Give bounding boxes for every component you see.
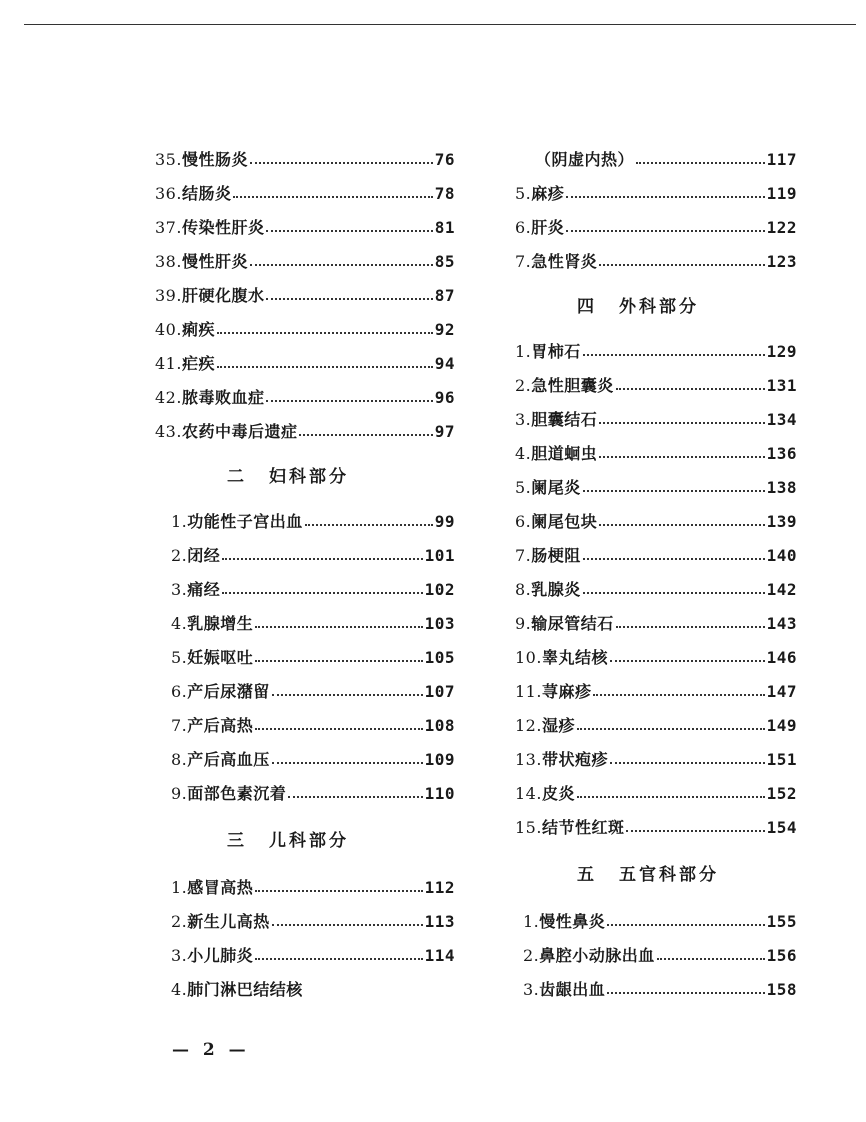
entry-title: 乳腺增生 (187, 614, 254, 633)
entry-title: 麻疹 (531, 184, 565, 203)
dot-leader (599, 456, 764, 458)
section-title: 五官科部分 (619, 865, 719, 885)
entry-title: 齿龈出血 (539, 980, 606, 999)
entry-page: 92 (434, 320, 455, 339)
toc-entry[interactable] (155, 415, 455, 449)
entry-number: 3. (515, 410, 532, 429)
entry-title: 输尿管结石 (531, 614, 614, 633)
toc-entry[interactable] (155, 973, 455, 1007)
section-ordinal: 四 (577, 297, 597, 317)
entry-title: 湿疹 (541, 716, 575, 735)
toc-entry[interactable] (155, 939, 455, 973)
entry-number: 3. (523, 980, 540, 999)
toc-entry[interactable] (515, 177, 797, 211)
entry-page: 110 (424, 784, 455, 803)
entry-title: 荨麻疹 (541, 682, 592, 701)
entry-title: 脓毒败血症 (181, 388, 265, 407)
dot-leader (299, 434, 432, 436)
entry-page: 154 (766, 818, 797, 837)
entry-title: 传染性肝炎 (181, 218, 265, 237)
entry-number: 43. (155, 422, 182, 441)
dot-leader (272, 924, 423, 926)
entry-page: 76 (434, 150, 455, 169)
top-rule (24, 24, 856, 25)
entry-number: 35. (155, 150, 182, 169)
entry-title: 肝炎 (531, 218, 565, 237)
entry-title: 面部色素沉着 (187, 784, 287, 803)
entry-number: 14. (515, 784, 542, 803)
entry-number: 4. (171, 614, 188, 633)
toc-entry[interactable] (155, 313, 455, 347)
entry-title: 带状疱疹 (541, 750, 608, 769)
toc-entry[interactable] (155, 539, 455, 573)
entry-title: 产后高热 (187, 716, 254, 735)
dot-leader (583, 558, 765, 560)
section-ordinal: 二 (227, 467, 247, 487)
toc-group-ent (515, 905, 797, 1007)
toc-left-column (155, 143, 455, 1007)
dot-leader (593, 694, 764, 696)
toc-group-pediatrics-rest (515, 177, 797, 279)
entry-number: 4. (515, 444, 532, 463)
entry-title: 阑尾包块 (531, 512, 598, 531)
entry-number: 10. (515, 648, 542, 667)
entry-page: 105 (424, 648, 455, 667)
entry-number: 9. (515, 614, 532, 633)
entry-number: 6. (515, 218, 532, 237)
toc-entry[interactable] (155, 777, 455, 811)
dot-leader (577, 796, 765, 798)
entry-title: 慢性鼻炎 (539, 912, 606, 931)
entry-number: 8. (171, 750, 188, 769)
dot-leader (566, 230, 764, 232)
toc-entry[interactable] (515, 335, 797, 369)
dot-leader (607, 924, 764, 926)
dot-leader (255, 626, 422, 628)
dot-leader (222, 558, 422, 560)
section-ordinal: 三 (227, 831, 247, 851)
dot-leader (255, 890, 422, 892)
entry-title: 肝硬化腹水 (181, 286, 265, 305)
toc-entry[interactable] (515, 143, 797, 177)
toc-entry[interactable] (155, 245, 455, 279)
toc-entry[interactable] (515, 211, 797, 245)
entry-title: 感冒高热 (187, 878, 254, 897)
toc-entry[interactable] (515, 905, 797, 939)
entry-page: 122 (766, 218, 797, 237)
toc-group-gynecology (155, 505, 455, 811)
toc-entry[interactable] (515, 709, 797, 743)
entry-number: 39. (155, 286, 182, 305)
toc-entry[interactable] (155, 211, 455, 245)
dot-leader (616, 388, 765, 390)
entry-number: 4. (171, 980, 188, 999)
dot-leader (266, 298, 432, 300)
toc-group-internal (155, 143, 455, 449)
section-heading-pediatrics (155, 811, 455, 871)
toc-group-pediatrics (155, 871, 455, 973)
dot-leader (288, 796, 422, 798)
dot-leader (305, 524, 433, 526)
toc-continuation (515, 143, 797, 177)
toc-entry[interactable] (155, 641, 455, 675)
toc-entry[interactable] (155, 381, 455, 415)
dot-leader (599, 524, 764, 526)
toc-entry[interactable] (155, 279, 455, 313)
entry-number: 8. (515, 580, 532, 599)
dot-leader (255, 728, 422, 730)
entry-title: 结肠炎 (181, 184, 232, 203)
entry-title: （阴虚内热） (535, 150, 635, 169)
toc-entry[interactable] (515, 811, 797, 845)
dot-leader (599, 264, 764, 266)
dot-leader (610, 762, 765, 764)
section-heading-ent (515, 845, 797, 905)
toc-entry[interactable] (515, 403, 797, 437)
entry-title: 妊娠呕吐 (187, 648, 254, 667)
dot-leader (222, 592, 422, 594)
entry-number: 1. (515, 342, 532, 361)
section-heading-surgery (515, 279, 797, 335)
entry-page: 155 (766, 912, 797, 931)
entry-page: 112 (424, 878, 455, 897)
entry-page: 140 (766, 546, 797, 565)
dot-leader (626, 830, 764, 832)
entry-page: 143 (766, 614, 797, 633)
section-title: 儿科部分 (269, 831, 349, 851)
entry-title: 急性胆囊炎 (531, 376, 614, 395)
entry-page: 99 (434, 512, 455, 531)
entry-title: 肠梗阻 (531, 546, 581, 565)
entry-title: 胆道蛔虫 (531, 444, 598, 463)
entry-page: 78 (434, 184, 455, 203)
dot-leader (250, 264, 433, 266)
section-ordinal: 五 (577, 865, 597, 885)
dot-leader (583, 592, 765, 594)
entry-number: 37. (155, 218, 182, 237)
toc-group-surgery (515, 335, 797, 845)
toc-entry[interactable] (515, 641, 797, 675)
entry-number: 11. (515, 682, 542, 701)
entry-title: 胆囊结石 (531, 410, 598, 429)
entry-page: 142 (766, 580, 797, 599)
entry-number: 7. (515, 546, 532, 565)
entry-page: 156 (766, 946, 797, 965)
dot-leader (250, 162, 433, 164)
toc-entry[interactable] (155, 743, 455, 777)
entry-title: 痢疾 (181, 320, 215, 339)
toc-entry[interactable] (515, 675, 797, 709)
entry-number: 9. (171, 784, 188, 803)
entry-title: 闭经 (187, 546, 221, 565)
entry-number: 7. (515, 252, 532, 271)
entry-page: 96 (434, 388, 455, 407)
toc-entry[interactable] (515, 777, 797, 811)
toc-entry[interactable] (155, 143, 455, 177)
entry-page: 138 (766, 478, 797, 497)
section-heading-gynecology (155, 449, 455, 505)
entry-page: 149 (766, 716, 797, 735)
entry-title: 结节性红斑 (541, 818, 625, 837)
entry-page: 158 (766, 980, 797, 999)
entry-page: 94 (434, 354, 455, 373)
entry-page: 139 (766, 512, 797, 531)
entry-number: 15. (515, 818, 542, 837)
entry-page: 117 (766, 150, 797, 169)
toc-entry[interactable] (515, 939, 797, 973)
toc-entry[interactable] (155, 347, 455, 381)
toc-entry[interactable] (155, 573, 455, 607)
entry-number: 5. (515, 478, 532, 497)
entry-title: 疟疾 (181, 354, 215, 373)
entry-title: 急性肾炎 (531, 252, 598, 271)
entry-page: 136 (766, 444, 797, 463)
section-title: 外科部分 (619, 297, 699, 317)
entry-page: 109 (424, 750, 455, 769)
entry-title: 产后高血压 (187, 750, 270, 769)
entry-title: 慢性肝炎 (181, 252, 248, 271)
entry-number: 2. (171, 912, 188, 931)
dot-leader (657, 958, 765, 960)
entry-number: 5. (515, 184, 532, 203)
toc-entry[interactable] (515, 573, 797, 607)
dot-leader (233, 196, 432, 198)
entry-page: 85 (434, 252, 455, 271)
entry-title: 阑尾炎 (531, 478, 581, 497)
entry-number: 6. (171, 682, 188, 701)
dot-leader (255, 660, 422, 662)
entry-title: 慢性肠炎 (181, 150, 248, 169)
toc-entry[interactable] (515, 539, 797, 573)
entry-page: 102 (424, 580, 455, 599)
dot-leader (577, 728, 765, 730)
toc-entry[interactable] (155, 607, 455, 641)
entry-number: 1. (523, 912, 540, 931)
entry-page: 103 (424, 614, 455, 633)
entry-number: 2. (515, 376, 532, 395)
entry-title: 功能性子宫出血 (187, 512, 303, 531)
entry-number: 2. (523, 946, 540, 965)
entry-title: 乳腺炎 (531, 580, 581, 599)
entry-title: 鼻腔小动脉出血 (539, 946, 655, 965)
toc-entry[interactable] (515, 973, 797, 1007)
entry-title: 皮炎 (541, 784, 575, 803)
entry-number: 41. (155, 354, 182, 373)
entry-number: 42. (155, 388, 182, 407)
entry-page: 87 (434, 286, 455, 305)
entry-number: 1. (171, 878, 188, 897)
toc-entry[interactable] (515, 471, 797, 505)
entry-page: 131 (766, 376, 797, 395)
entry-number: 2. (171, 546, 188, 565)
entry-number: 12. (515, 716, 542, 735)
entry-title: 肺门淋巴结结核 (187, 980, 303, 999)
entry-page: 147 (766, 682, 797, 701)
dot-leader (616, 626, 765, 628)
entry-number: 36. (155, 184, 182, 203)
toc-entry[interactable] (155, 675, 455, 709)
dot-leader (266, 400, 432, 402)
toc-entry[interactable] (515, 437, 797, 471)
entry-page: 108 (424, 716, 455, 735)
dot-leader (583, 354, 765, 356)
dot-leader (255, 958, 422, 960)
entry-page: 129 (766, 342, 797, 361)
entry-number: 40. (155, 320, 182, 339)
entry-number: 38. (155, 252, 182, 271)
dot-leader (610, 660, 765, 662)
toc-entry[interactable] (155, 505, 455, 539)
section-title: 妇科部分 (269, 467, 349, 487)
dot-leader (266, 230, 432, 232)
dot-leader (217, 366, 433, 368)
entry-title: 农药中毒后遗症 (181, 422, 298, 441)
entry-page: 114 (424, 946, 455, 965)
entry-page: 97 (434, 422, 455, 441)
entry-page: 146 (766, 648, 797, 667)
entry-page: 81 (434, 218, 455, 237)
toc-entry[interactable] (515, 505, 797, 539)
entry-page: 119 (766, 184, 797, 203)
dot-leader (599, 422, 764, 424)
entry-title: 新生儿高热 (187, 912, 270, 931)
entry-number: 3. (171, 580, 188, 599)
toc-entry[interactable] (515, 607, 797, 641)
dot-leader (272, 694, 423, 696)
entry-title: 小儿肺炎 (187, 946, 254, 965)
entry-page: 151 (766, 750, 797, 769)
entry-number: 13. (515, 750, 542, 769)
dot-leader (636, 162, 765, 164)
toc-entry[interactable] (155, 177, 455, 211)
entry-page: 101 (424, 546, 455, 565)
entry-number: 3. (171, 946, 188, 965)
toc-entry[interactable] (515, 245, 797, 279)
toc-entry[interactable] (155, 905, 455, 939)
toc-group-pediatrics-last (155, 973, 455, 1007)
page-number: — 2 — (172, 1040, 250, 1060)
entry-title: 胃柿石 (531, 342, 581, 361)
dot-leader (272, 762, 423, 764)
entry-page: 107 (424, 682, 455, 701)
toc-entry[interactable] (515, 369, 797, 403)
dot-leader (566, 196, 764, 198)
dot-leader (607, 992, 764, 994)
toc-entry[interactable] (515, 743, 797, 777)
entry-page: 113 (424, 912, 455, 931)
entry-number: 5. (171, 648, 188, 667)
entry-page: 152 (766, 784, 797, 803)
toc-right-column (515, 143, 797, 1007)
entry-number: 6. (515, 512, 532, 531)
entry-page: 123 (766, 252, 797, 271)
entry-number: 1. (171, 512, 188, 531)
entry-title: 产后尿潴留 (187, 682, 270, 701)
entry-title: 痛经 (187, 580, 221, 599)
entry-title: 睾丸结核 (541, 648, 608, 667)
dot-leader (583, 490, 765, 492)
toc-entry[interactable] (155, 871, 455, 905)
entry-page: 134 (766, 410, 797, 429)
dot-leader (217, 332, 433, 334)
toc-entry[interactable] (155, 709, 455, 743)
entry-number: 7. (171, 716, 188, 735)
